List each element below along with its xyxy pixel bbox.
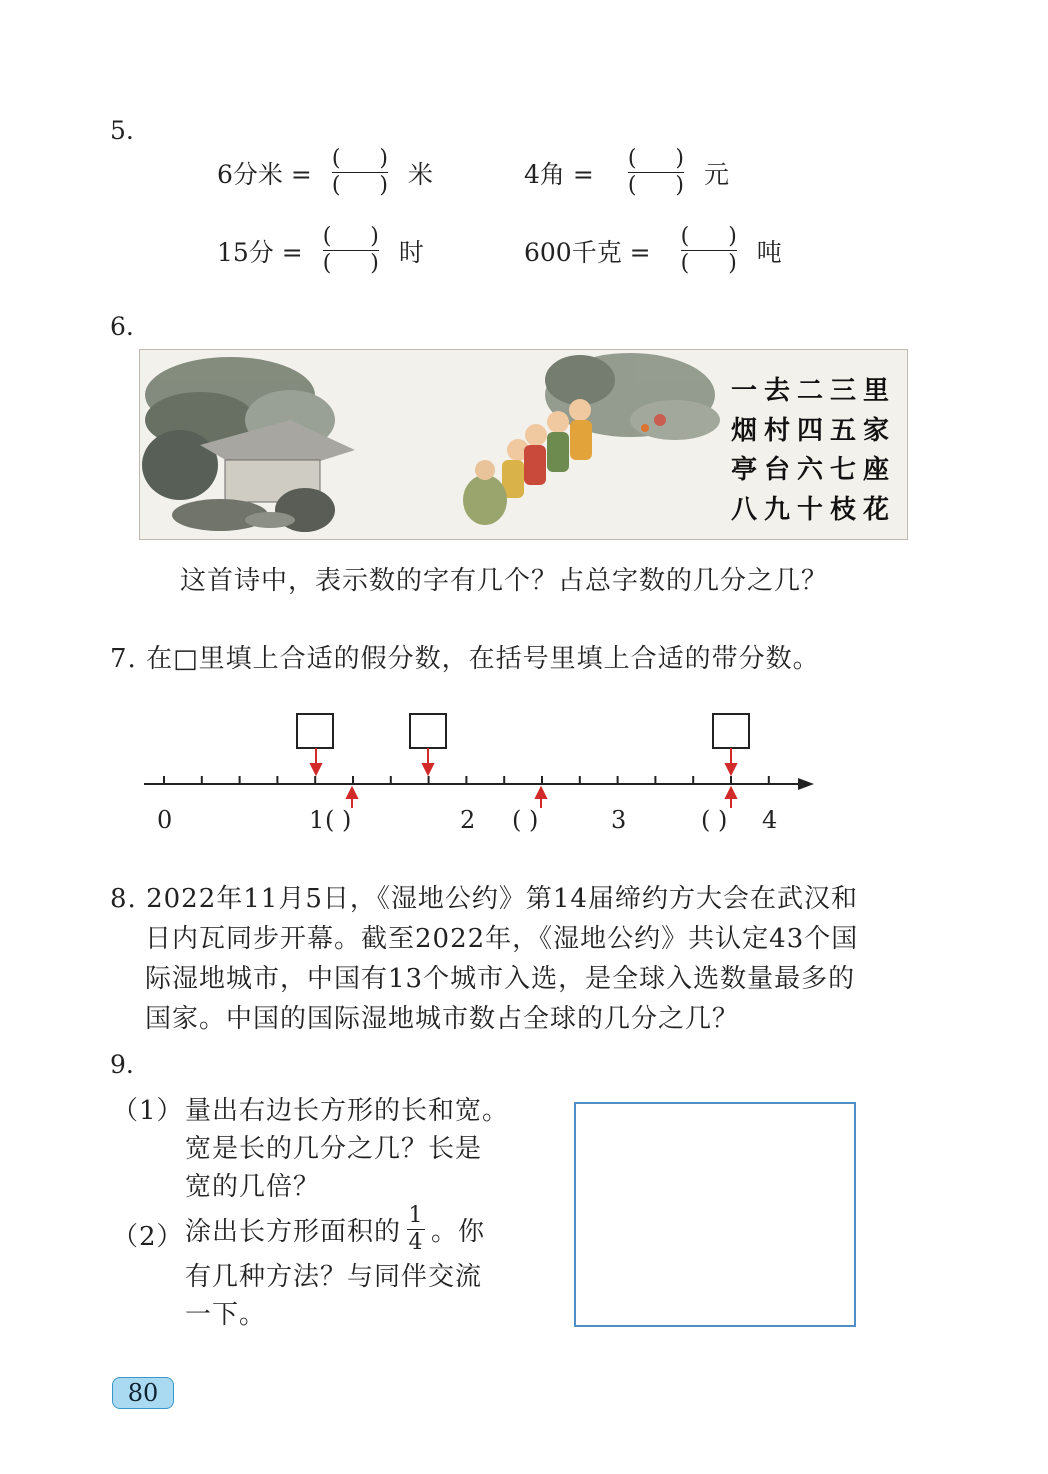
q5-left: 600千克 = [524,237,651,267]
down-arrows [311,748,736,774]
q5-unit: 元 [703,159,729,189]
q8-line: 国家。中国的国际湿地城市数占全球的几分之几？ [145,1004,740,1034]
q5-left: 4角 = [524,159,594,189]
label-1: 1 [309,806,325,834]
q9-part1-line: 量出右边长方形的长和宽。 [185,1096,510,1126]
label-3: 3 [611,806,627,834]
q9-part1-line: 宽是长的几分之几？长是 [185,1134,483,1164]
q5-unit: 时 [398,237,424,267]
q8-line: 日内瓦同步开幕。截至2022年，《湿地公约》共认定43个国 [145,924,859,954]
numerator-blank[interactable]: ( ) [680,224,753,249]
mixed-number-blank[interactable]: ( ) [325,806,352,834]
label-4: 4 [762,806,778,834]
q9-part2-line: 有几种方法？与同伴交流 [185,1262,483,1292]
q9-part2-label: （2） [112,1222,184,1252]
fraction-blank[interactable] [665,224,753,277]
q5-left: 15分 = [217,237,303,267]
denominator-blank[interactable]: ( ) [322,251,395,276]
q7-instruction: 7. 在□里填上合适的假分数，在括号里填上合适的带分数。 [110,644,820,674]
fraction-blank[interactable] [307,224,395,277]
label-2: 2 [460,806,476,834]
up-arrows [347,788,736,808]
numerator-blank[interactable]: ( ) [322,224,395,249]
poem-line: 烟村四五家 [731,415,897,446]
q5-item-kilogram [524,224,782,277]
poem-line: 亭台六七座 [731,455,897,485]
one-quarter-fraction [407,1205,425,1254]
q5-item-jiao [524,146,729,199]
q6-question: 这首诗中，表示数的字有几个？占总字数的几分之几？ [180,566,829,596]
denominator-blank[interactable]: ( ) [331,173,404,198]
poem-line: 八九十枝花 [731,494,897,525]
label-0: 0 [157,806,173,834]
q6-number: 6. [110,312,134,341]
q9-part2-line: 一下。 [185,1300,267,1330]
answer-box[interactable] [297,714,333,748]
q9-part2-text: 。你 [431,1217,486,1247]
page-number-badge: 80 [112,1377,174,1409]
q5-unit: 吨 [756,237,782,267]
mixed-number-blank[interactable]: ( ) [512,806,539,834]
fraction-denominator: 4 [408,1230,424,1255]
fraction-blank[interactable] [316,146,404,199]
denominator-blank[interactable]: ( ) [627,173,700,198]
measure-rectangle[interactable] [574,1102,856,1327]
q8-line: 8. 2022年11月5日，《湿地公约》第14届缔约方大会在武汉和 [110,884,858,914]
ink-painting-illustration [139,349,908,540]
denominator-blank[interactable]: ( ) [680,251,753,276]
poem-line: 一去二三里 [731,376,897,406]
answer-box[interactable] [713,714,749,748]
numerator-blank[interactable]: ( ) [331,146,404,171]
q5-number: 5. [110,116,134,145]
axis-arrow-icon [798,778,814,790]
q5-item-minute [217,224,424,277]
q5-item-decimeter [217,146,433,199]
numerator-blank[interactable]: ( ) [627,146,700,171]
q9-part2-line [185,1205,485,1254]
poem-text [731,372,896,530]
mixed-number-blank[interactable]: ( ) [701,806,728,834]
tick-marks [164,776,769,784]
q5-unit: 米 [407,159,433,189]
fraction-blank[interactable] [612,146,700,199]
q8-line: 际湿地城市，中国有13个城市入选，是全球入选数量最多的 [145,964,856,994]
fraction-numerator: 1 [408,1203,424,1228]
q9-part2-text: 涂出长方形面积的 [185,1217,402,1247]
q9-part1-line: 宽的几倍？ [185,1172,321,1202]
q9-part1-label: （1） [112,1096,184,1126]
q5-left: 6分米 = [217,159,312,189]
answer-box[interactable] [410,714,446,748]
q9-number: 9. [110,1050,134,1079]
